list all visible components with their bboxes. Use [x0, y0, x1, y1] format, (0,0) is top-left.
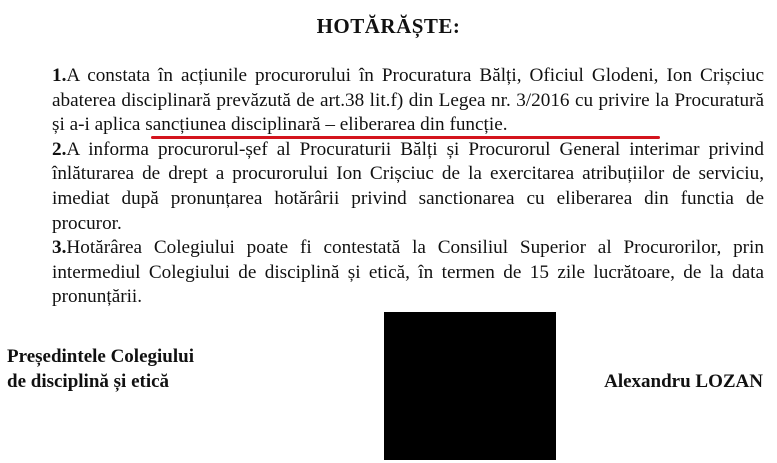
paragraph-1	[7, 64, 764, 138]
paragraph-2-text: A informa procurorul-șef al Procuraturii Bălți și Procurorul General interimar privind înlăturarea de drept a procurorului Ion Crișciuc de la exercitarea atribuțiilor de serviciu, imediat după pronunțarea hotărârii privind sanctionarea cu eliberarea din functia de procuror.	[52, 138, 764, 234]
signatory-title-line-1: Președintele Colegiului	[7, 346, 194, 367]
paragraph-1-highlighted-text: a-i aplica sancțiunea disciplinară – eliberarea din funcție.	[69, 114, 508, 136]
paragraph-1-number: 1.	[52, 65, 67, 86]
signatory-title-line-2: de disciplină și etică	[7, 370, 170, 392]
paragraph-3-text: Hotărârea Colegiului poate fi contestată la Consiliul Superior al Procurorilor, prin intermediul Colegiului de disciplină și etică, în termen de 15 zile lucrătoare, de la data pronunțării.	[52, 237, 764, 308]
document-heading: HOTĂRĂȘTE:	[316, 14, 461, 38]
signatory-name: Alexandru LOZAN	[604, 371, 763, 392]
paragraph-1-text: A constata în acțiunile procurorului în Procuratura Bălți, Oficiul Glodeni, Ion Crișciuc abaterea disciplinară prevăzută de art.38 lit.f) din Legea nr. 3/2016 cu privire la Procuratură și	[52, 65, 764, 136]
paragraph-3	[7, 236, 764, 310]
red-underline-mark	[151, 136, 660, 139]
paragraph-3-number: 3.	[52, 237, 67, 259]
decision-body	[7, 64, 764, 310]
paragraph-2	[7, 138, 764, 236]
paragraph-2-number: 2.	[52, 138, 67, 160]
signatory-title	[7, 345, 194, 394]
redacted-signature	[384, 312, 556, 460]
